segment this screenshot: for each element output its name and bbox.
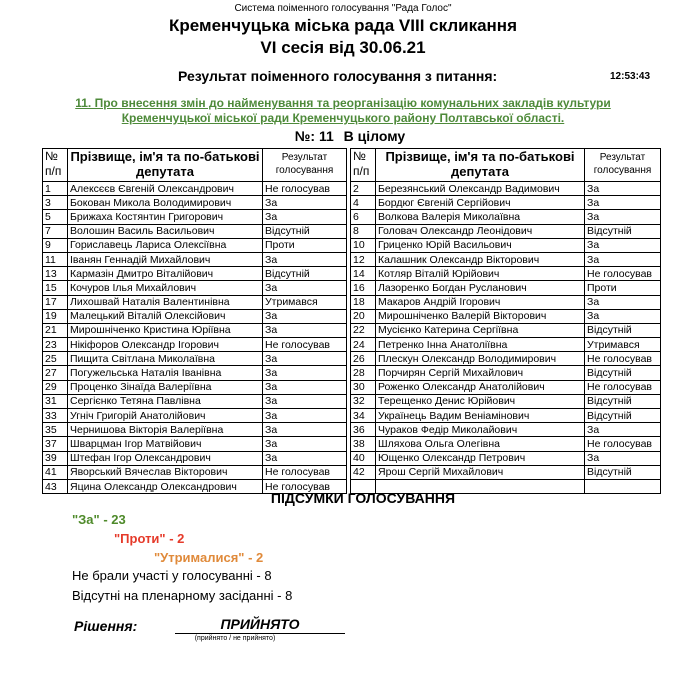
vote-result: Відсутній (585, 409, 661, 423)
row-number: 41 (43, 465, 68, 479)
table-row (351, 323, 661, 337)
deputy-name: Петренко Інна Анатоліївна (376, 338, 585, 352)
table-row (351, 182, 661, 196)
row-number: 37 (43, 437, 68, 451)
table-row (43, 323, 347, 337)
vote-result: За (263, 380, 347, 394)
table-row (351, 423, 661, 437)
deputy-name: Яворський Вячеслав Вікторович (68, 465, 263, 479)
row-number: 39 (43, 451, 68, 465)
vote-result: Відсутній (585, 224, 661, 238)
row-number: 2 (351, 182, 376, 196)
deputy-name: Роженко Олександр Анатолійович (376, 380, 585, 394)
row-number: 26 (351, 352, 376, 366)
deputy-name: Сергієнко Тетяна Павлівна (68, 394, 263, 408)
table-row (43, 252, 347, 266)
table-row (43, 380, 347, 394)
table-row (351, 437, 661, 451)
votes-table-right (350, 148, 661, 494)
table-row (351, 281, 661, 295)
row-number: 23 (43, 338, 68, 352)
header-number (351, 149, 376, 182)
table-row (351, 295, 661, 309)
header-result (585, 149, 661, 182)
vote-result: Не голосував (585, 267, 661, 281)
row-number: 24 (351, 338, 376, 352)
vote-result: За (585, 252, 661, 266)
row-number: 20 (351, 309, 376, 323)
row-number: 15 (43, 281, 68, 295)
row-number: 36 (351, 423, 376, 437)
deputy-name: Калашник Олександр Вікторович (376, 252, 585, 266)
table-row (43, 437, 347, 451)
row-number: 32 (351, 394, 376, 408)
row-number: 25 (43, 352, 68, 366)
deputy-name: Малецький Віталій Олексійович (68, 309, 263, 323)
vote-result: Не голосував (263, 182, 347, 196)
table-row (43, 238, 347, 252)
vote-result: За (263, 423, 347, 437)
row-number: 16 (351, 281, 376, 295)
deputy-name: Терещенко Денис Юрійович (376, 394, 585, 408)
table-row (351, 224, 661, 238)
row-number: 11 (43, 252, 68, 266)
deputy-name: Бокован Микола Володимирович (68, 196, 263, 210)
vote-result: Утримався (263, 295, 347, 309)
vote-result: Проти (585, 281, 661, 295)
row-number: 4 (351, 196, 376, 210)
votes-table-left (42, 148, 347, 494)
table-row (43, 394, 347, 408)
deputy-name: Березянський Олександр Вадимович (376, 182, 585, 196)
table-row (351, 252, 661, 266)
vote-result: За (263, 309, 347, 323)
vote-result: За (585, 196, 661, 210)
table-row (43, 182, 347, 196)
vote-result: Не голосував (263, 479, 347, 493)
vote-number-line (0, 128, 686, 144)
deputy-name: Чернишова Вікторія Валеріївна (68, 423, 263, 437)
vote-time: 12:53:43 (610, 71, 651, 82)
summary-against: "Проти" - 2 (114, 531, 185, 546)
table-row (43, 465, 347, 479)
vote-number: №: 11 (294, 128, 334, 144)
vote-result: Відсутній (585, 366, 661, 380)
table-row (351, 366, 661, 380)
vote-result: За (585, 423, 661, 437)
table-row (351, 238, 661, 252)
deputy-name: Яцина Олександр Олександрович (68, 479, 263, 493)
deputy-name: Волкова Валерія Миколаївна (376, 210, 585, 224)
vote-result: Не голосував (263, 465, 347, 479)
summary-abstained: "Утрималися" - 2 (154, 550, 264, 565)
topic-line-2: Кременчуцької міської ради Кременчуцького району Полтавської області. (121, 111, 565, 125)
deputy-name: Волошин Василь Васильович (68, 224, 263, 238)
row-number: 10 (351, 238, 376, 252)
vote-result: За (263, 366, 347, 380)
header-name-line2: депутата (451, 164, 509, 179)
deputy-name: Котляр Віталій Юрійович (376, 267, 585, 281)
vote-result: За (263, 196, 347, 210)
deputy-name: Іванян Геннадій Михайлович (68, 252, 263, 266)
row-number: 1 (43, 182, 68, 196)
table-row (43, 366, 347, 380)
row-number: 27 (43, 366, 68, 380)
row-number: 5 (43, 210, 68, 224)
row-number: 8 (351, 224, 376, 238)
row-number: 6 (351, 210, 376, 224)
row-number: 43 (43, 479, 68, 493)
table-row (43, 267, 347, 281)
deputy-name: Шляхова Ольга Олегівна (376, 437, 585, 451)
header-name (376, 149, 585, 182)
vote-result: Відсутній (263, 267, 347, 281)
row-number: 28 (351, 366, 376, 380)
header-result-line1: Результат (281, 152, 328, 163)
header-number-line1: № (45, 149, 58, 163)
header-result-line1: Результат (599, 152, 646, 163)
row-number: 40 (351, 451, 376, 465)
row-number: 30 (351, 380, 376, 394)
deputy-name: Штефан Ігор Олександрович (68, 451, 263, 465)
table-row (43, 196, 347, 210)
table-row (351, 210, 661, 224)
decision-label: Рішення: (74, 618, 138, 634)
header-result (263, 149, 347, 182)
header-result-line2: голосування (275, 165, 334, 176)
table-row (43, 224, 347, 238)
table-row (351, 465, 661, 479)
table-row (351, 309, 661, 323)
deputy-name: Погужельська Наталія Іванівна (68, 366, 263, 380)
vote-result: Не голосував (263, 338, 347, 352)
header-name (68, 149, 263, 182)
result-title: Результат поіменного голосування з питання: (178, 68, 498, 84)
vote-result: За (585, 451, 661, 465)
row-number: 13 (43, 267, 68, 281)
vote-result: За (263, 409, 347, 423)
vote-result: Відсутній (585, 465, 661, 479)
vote-result: За (263, 252, 347, 266)
summary-for: "За" - 23 (72, 512, 126, 527)
deputy-name: Кочуров Ілья Михайлович (68, 281, 263, 295)
row-number: 17 (43, 295, 68, 309)
row-number: 12 (351, 252, 376, 266)
table-row (351, 409, 661, 423)
deputy-name: Угніч Григорій Анатолійович (68, 409, 263, 423)
decision-value: ПРИЙНЯТО (175, 616, 345, 634)
header-number-line1: № (353, 149, 366, 163)
deputy-name: Шварцман Ігор Матвійович (68, 437, 263, 451)
deputy-name: Алексєєв Євгеній Олександрович (68, 182, 263, 196)
deputy-name: Гриценко Юрій Васильович (376, 238, 585, 252)
deputy-name: Мусієнко Катерина Сергіївна (376, 323, 585, 337)
vote-result: Не голосував (585, 380, 661, 394)
vote-result: За (263, 352, 347, 366)
row-number: 31 (43, 394, 68, 408)
header-number-line2: п/п (45, 164, 62, 178)
decision-hint: (прийнято / не прийнято) (194, 635, 276, 642)
row-number: 7 (43, 224, 68, 238)
summary-title: ПІДСУМКИ ГОЛОСУВАННЯ (270, 490, 456, 506)
vote-result: За (585, 238, 661, 252)
summary-absent: Відсутні на пленарному засіданні - 8 (72, 588, 293, 603)
deputy-name: Ярош Сергій Михайлович (376, 465, 585, 479)
deputy-name: Чураков Федір Миколайович (376, 423, 585, 437)
table-row (43, 281, 347, 295)
row-number: 19 (43, 309, 68, 323)
vote-result: За (263, 394, 347, 408)
deputy-name: Макаров Андрій Ігорович (376, 295, 585, 309)
council-title: Кременчуцька міська рада VIII скликання (169, 16, 517, 35)
topic-line-1: 11. Про внесення змін до найменування та реорганізацію комунальних закладів культури (75, 96, 611, 110)
deputy-name: Мирошніченко Валерій Вікторович (376, 309, 585, 323)
header-name-line2: депутата (136, 164, 194, 179)
vote-result: Відсутній (585, 394, 661, 408)
deputy-name: Проценко Зінаїда Валеріївна (68, 380, 263, 394)
vote-result: За (263, 323, 347, 337)
row-number: 33 (43, 409, 68, 423)
vote-result: Утримався (585, 338, 661, 352)
vote-result: За (585, 182, 661, 196)
vote-result: За (585, 309, 661, 323)
vote-result: Відсутній (585, 323, 661, 337)
table-row (43, 451, 347, 465)
table-row (351, 196, 661, 210)
table-row (43, 423, 347, 437)
deputy-name: Плескун Олександр Володимирович (376, 352, 585, 366)
deputy-name: Порчирян Сергій Михайлович (376, 366, 585, 380)
vote-result: Проти (263, 238, 347, 252)
deputy-name: Гориславець Лариса Олексіївна (68, 238, 263, 252)
table-header-row (351, 149, 661, 182)
row-number: 9 (43, 238, 68, 252)
deputy-name: Нікіфоров Олександр Ігорович (68, 338, 263, 352)
table-row (43, 409, 347, 423)
row-number: 34 (351, 409, 376, 423)
header-number-line2: п/п (353, 164, 370, 178)
table-row (43, 309, 347, 323)
deputy-name: Мирошніченко Кристина Юріївна (68, 323, 263, 337)
table-row (43, 338, 347, 352)
row-number: 29 (43, 380, 68, 394)
vote-result: Не голосував (585, 437, 661, 451)
deputy-name: Українець Вадим Веніамінович (376, 409, 585, 423)
table-row (351, 338, 661, 352)
header-name-line1: Прізвище, ім'я та по-батькові (385, 149, 575, 164)
row-number: 14 (351, 267, 376, 281)
vote-result: За (585, 210, 661, 224)
table-row (351, 352, 661, 366)
summary-not-participated: Не брали участі у голосуванні - 8 (72, 568, 272, 583)
header-number (43, 149, 68, 182)
table-row (43, 210, 347, 224)
row-number: 38 (351, 437, 376, 451)
row-number: 3 (43, 196, 68, 210)
session-title: VI сесія від 30.06.21 (260, 38, 426, 57)
header-result-line2: голосування (593, 165, 652, 176)
table-row (43, 352, 347, 366)
deputy-name: Ющенко Олександр Петрович (376, 451, 585, 465)
deputy-name: Бордюг Євгеній Сергійович (376, 196, 585, 210)
deputy-name: Лазоренко Богдан Русланович (376, 281, 585, 295)
row-number: 22 (351, 323, 376, 337)
header-name-line1: Прізвище, ім'я та по-батькові (70, 149, 260, 164)
vote-type: В цілому (343, 128, 406, 144)
agenda-topic (0, 96, 686, 126)
vote-result: За (263, 281, 347, 295)
system-name: Система поіменного голосування "Рада Голос" (234, 3, 452, 14)
row-number: 21 (43, 323, 68, 337)
table-row (351, 451, 661, 465)
table-row (351, 267, 661, 281)
deputy-name: Брижаха Костянтин Григорович (68, 210, 263, 224)
row-number: 18 (351, 295, 376, 309)
table-row (351, 380, 661, 394)
vote-result: За (263, 437, 347, 451)
vote-result: Відсутній (263, 224, 347, 238)
table-row (43, 295, 347, 309)
table-header-row (43, 149, 347, 182)
table-row (351, 394, 661, 408)
vote-result: Не голосував (585, 352, 661, 366)
vote-result: За (263, 210, 347, 224)
deputy-name: Головач Олександр Леонідович (376, 224, 585, 238)
deputy-name: Лихошвай Наталія Валентинівна (68, 295, 263, 309)
deputy-name: Кармазін Дмитро Віталійович (68, 267, 263, 281)
row-number: 42 (351, 465, 376, 479)
vote-result: За (585, 295, 661, 309)
row-number: 35 (43, 423, 68, 437)
deputy-name: Пищита Світлана Миколаївна (68, 352, 263, 366)
vote-result: За (263, 451, 347, 465)
